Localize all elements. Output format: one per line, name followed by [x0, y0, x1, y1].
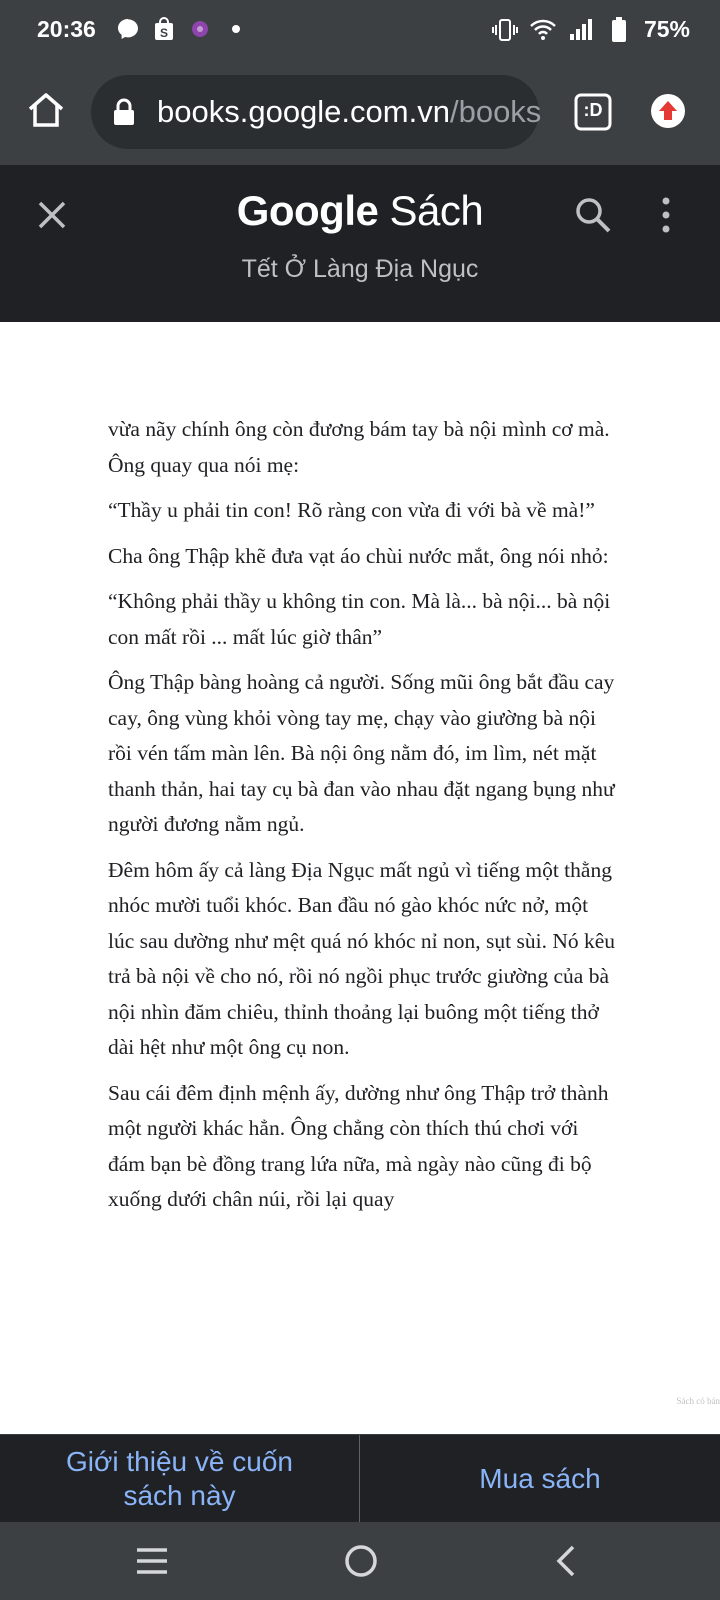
lock-icon: [113, 98, 135, 131]
upload-arrow-icon: [650, 93, 686, 129]
home-icon: [26, 91, 66, 129]
messenger-icon: [115, 16, 141, 42]
url-text: [157, 94, 542, 130]
brand-product: Sách: [389, 187, 484, 234]
search-icon: [573, 195, 613, 235]
about-book-label-line2: sách này: [123, 1480, 236, 1511]
upload-button[interactable]: [650, 93, 686, 129]
paragraph: Cha ông Thập khẽ đưa vạt áo chùi nước mắt, ông nói nhỏ:: [108, 543, 609, 568]
buy-book-button[interactable]: [360, 1435, 720, 1523]
signal-icon: [568, 17, 594, 43]
paragraph: “Thầy u phải tin con! Rõ ràng con vừa đi với bà về mà!”: [108, 498, 595, 522]
paragraph: Sau cái đêm định mệnh ấy, dường như ông Thập trở thành một người khác hẳn. Ông chẳng còn thích thú chơi với đám bạn bè đồng trang lứa nữa, mà ngày nào cũng đi bộ xuống dưới chân núi, rồi lại quay: [108, 1080, 609, 1211]
home-nav-button[interactable]: [344, 1544, 378, 1583]
system-navigation-bar: [0, 1522, 720, 1600]
url-path: /books: [449, 94, 542, 129]
svg-text:S: S: [159, 26, 169, 40]
home-button[interactable]: [20, 84, 72, 136]
url-domain: books.google.com.vn: [157, 94, 450, 129]
dot-icon: [223, 16, 249, 42]
brand-google: Google: [236, 187, 379, 234]
more-options-button[interactable]: [658, 195, 674, 235]
more-vert-icon: [658, 195, 674, 235]
vibrate-icon: [492, 17, 518, 43]
book-page[interactable]: [0, 322, 720, 1434]
paragraph: “Không phải thầy u không tin con. Mà là... bà nội... bà nội con mất rồi ... mất lúc giờ thân”: [108, 589, 611, 649]
recent-apps-icon: [136, 1546, 168, 1576]
extension-label: :D: [583, 100, 603, 120]
paragraph: Ông Thập bàng hoàng cả người. Sống mũi ông bắt đầu cay cay, ông vùng khỏi vòng tay mẹ, chạy vào giường bà nội rồi vén tấm màn lên. Bà nội ông nằm đó, im lìm, nét mặt thanh thản, hai tay cụ bà đan vào nhau đặt ngang bụng như người đương nằm ngủ.: [108, 670, 615, 836]
wifi-icon: [530, 17, 556, 43]
buy-book-label: Mua sách: [479, 1463, 601, 1494]
extension-button[interactable]: [574, 93, 612, 131]
recent-apps-button[interactable]: [136, 1546, 168, 1581]
action-bar: [0, 1434, 720, 1523]
about-book-button[interactable]: [0, 1435, 359, 1523]
browser-toolbar: [0, 62, 720, 165]
copyright-watermark: Sách có bản: [676, 1396, 720, 1406]
status-time: 20:36: [37, 16, 96, 42]
home-circle-icon: [344, 1544, 378, 1578]
app-header: [0, 165, 720, 322]
paragraph: vừa nãy chính ông còn đương bám tay bà nội mình cơ mà. Ông quay qua nói mẹ:: [108, 417, 610, 477]
back-chevron-icon: [555, 1544, 577, 1578]
book-text: [108, 412, 618, 1228]
app-icon: [187, 16, 213, 42]
back-button[interactable]: [555, 1544, 577, 1583]
shopee-icon: [151, 16, 177, 42]
paragraph: Đêm hôm ấy cả làng Địa Ngục mất ngủ vì tiếng một thằng nhóc mười tuổi khóc. Ban đầu nó gào khóc nức nở, một lúc sau dường như mệt quá nó khóc nỉ non, sụt sùi. Nó kêu trả bà nội về cho nó, rồi nó ngồi phục trước giường của bà nội nhìn đăm chiêu, thỉnh thoảng lại buông một tiếng thở dài hệt như một ông cụ non.: [108, 857, 616, 1059]
address-bar[interactable]: [91, 75, 542, 149]
status-bar: [0, 0, 720, 62]
battery-icon: [606, 17, 632, 43]
search-button[interactable]: [573, 195, 613, 235]
about-book-label-line1: Giới thiệu về cuốn: [66, 1446, 293, 1477]
battery-percent: 75%: [643, 16, 690, 42]
book-title: Tết Ở Làng Địa Ngục: [241, 255, 479, 283]
